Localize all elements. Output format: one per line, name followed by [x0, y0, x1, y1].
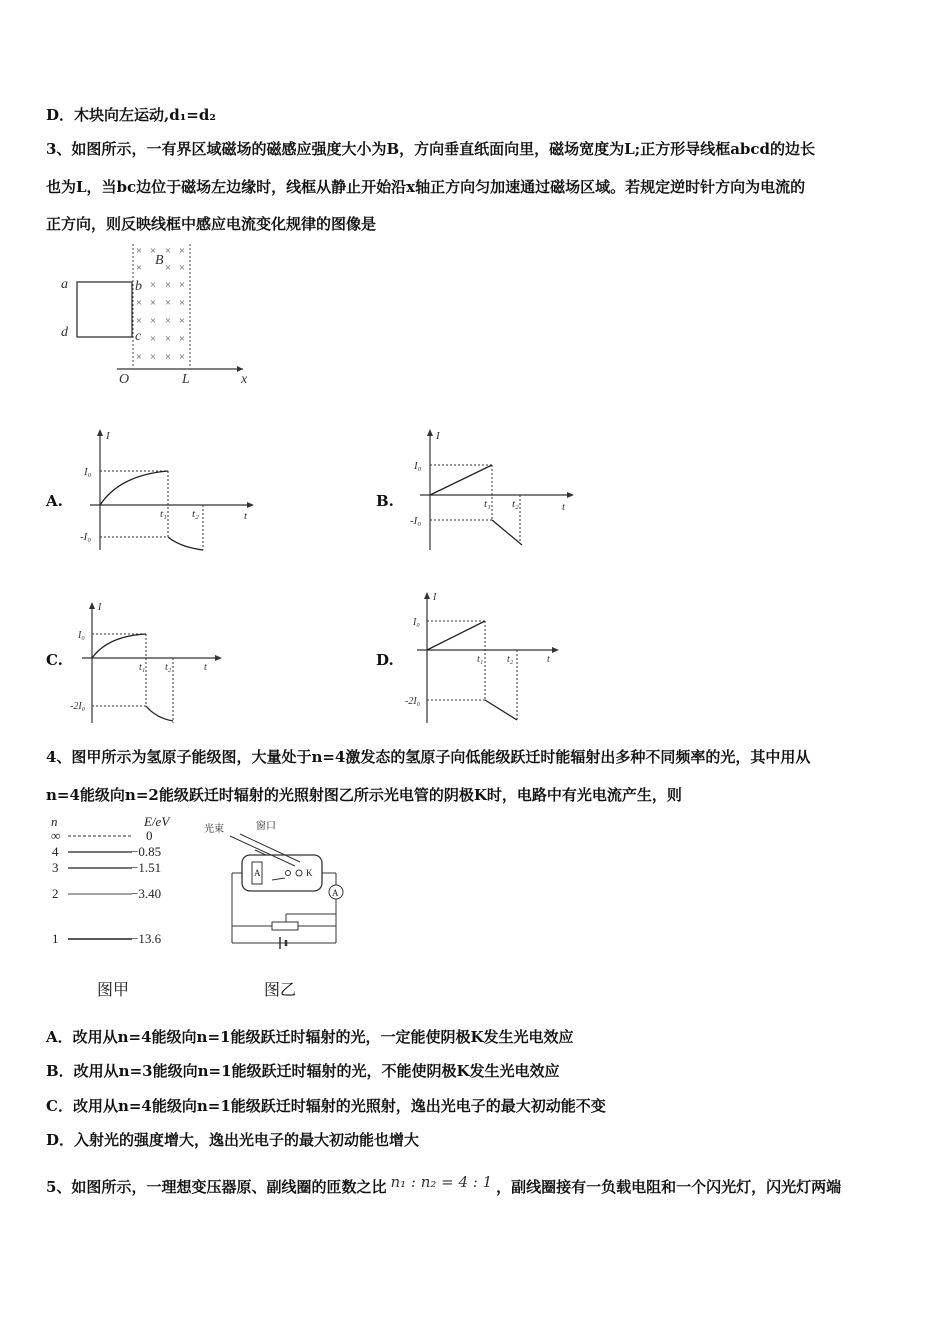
svg-text:×: × — [178, 315, 186, 327]
magnetic-field-figure — [55, 240, 255, 390]
svg-text:×: × — [149, 333, 157, 345]
graph-c — [70, 598, 230, 728]
graph-b-t2: t₂ — [512, 498, 519, 510]
level-e-header: E/eV — [144, 815, 170, 829]
figure-jia-caption: 图甲 — [97, 980, 130, 999]
q2-option-d: D．木块向左运动,d₁=d₂ — [46, 106, 216, 124]
graph-c-I: I — [98, 602, 102, 613]
svg-text:×: × — [135, 245, 143, 257]
graph-a — [80, 425, 260, 555]
level-n-2: 2 — [52, 886, 59, 901]
svg-text:×: × — [149, 279, 157, 291]
photoelectric-circuit — [200, 818, 350, 953]
graph-c-I0: I₀ — [78, 630, 85, 641]
svg-text:×: × — [149, 315, 157, 327]
level-n-header: n — [51, 815, 58, 829]
q5-text-part-1: 5、如图所示，一理想变压器原、副线圈的匝数之比 — [46, 1178, 387, 1196]
graph-d-neg2I0: -2I₀ — [405, 696, 421, 707]
graph-b-t: t — [562, 501, 566, 513]
light-beam-label: 光束 — [204, 824, 224, 835]
graph-d-t: t — [547, 654, 550, 665]
svg-text:×: × — [164, 279, 172, 291]
graph-d-t1: t₁ — [477, 654, 484, 665]
svg-text:×: × — [149, 351, 157, 363]
graph-a-t2: t₂ — [192, 508, 199, 520]
graph-d-I: I — [433, 592, 437, 603]
q4-text-line-1: 4、图甲所示为氢原子能级图，大量处于n=4激发态的氢原子向低能级跃迁时能辐射出多种不同频率的光，其中用从 — [46, 748, 811, 766]
label-x: x — [241, 372, 248, 387]
window-label: 窗口 — [256, 821, 276, 832]
graph-c-t: t — [204, 662, 207, 673]
q3-text-line-3: 正方向，则反映线框中感应电流变化规律的图像是 — [46, 215, 377, 233]
svg-text:×: × — [178, 297, 186, 309]
q3-text-line-1: 3、如图所示，一有界区域磁场的磁感应强度大小为B，方向垂直纸面向里，磁场宽度为L;正方形导线框abcd的边长 — [46, 140, 816, 158]
level-e-inf: 0 — [146, 828, 153, 843]
svg-text:×: × — [135, 351, 143, 363]
graph-c-t1: t₁ — [139, 662, 146, 673]
svg-text:×: × — [135, 262, 143, 274]
energy-level-diagram — [46, 815, 196, 950]
level-e-1: −13.6 — [131, 931, 162, 946]
label-c: c — [135, 329, 142, 344]
q4-option-c: C．改用从n=4能级向n=1能级跃迁时辐射的光照射，逸出光电子的最大初动能不变 — [46, 1097, 606, 1115]
svg-text:×: × — [178, 333, 186, 345]
cathode-label: K — [306, 868, 313, 878]
label-b: b — [135, 279, 142, 294]
svg-text:×: × — [178, 351, 186, 363]
level-e-4: −0.85 — [131, 844, 162, 859]
graph-b-negI0: -I₀ — [410, 515, 422, 527]
label-L: L — [182, 372, 190, 387]
svg-text:×: × — [135, 297, 143, 309]
graph-b-I0: I₀ — [414, 460, 422, 472]
graph-c-t2: t₂ — [165, 662, 172, 673]
level-n-3: 3 — [52, 860, 59, 875]
graph-b-I: I — [436, 430, 440, 442]
q4-option-a: A．改用从n=4能级向n=1能级跃迁时辐射的光，一定能使阴极K发生光电效应 — [46, 1028, 574, 1046]
ammeter-label: A — [332, 888, 339, 898]
graph-a-t: t — [244, 510, 248, 522]
graph-option-c-label: C. — [46, 651, 63, 669]
svg-text:×: × — [135, 315, 143, 327]
q4-text-line-2: n=4能级向n=2能级跃迁时辐射的光照射图乙所示光电管的阴极K时，电路中有光电流产生，则 — [46, 786, 682, 804]
graph-d-t2: t₂ — [507, 654, 514, 665]
svg-text:×: × — [164, 262, 172, 274]
q4-option-d: D．入射光的强度增大，逸出光电子的最大初动能也增大 — [46, 1131, 420, 1149]
figure-yi-caption: 图乙 — [264, 980, 297, 999]
level-e-3: −1.51 — [131, 860, 162, 875]
q5-text-line-1 — [46, 1173, 842, 1197]
graph-option-a-label: A. — [46, 492, 63, 510]
graph-option-d-label: D. — [376, 651, 394, 669]
level-n-1: 1 — [52, 931, 59, 946]
q5-text-part-2: ，副线圈接有一负载电阻和一个闪光灯，闪光灯两端 — [496, 1178, 842, 1196]
svg-text:×: × — [164, 245, 172, 257]
label-O: O — [119, 372, 130, 387]
svg-text:×: × — [178, 245, 186, 257]
label-d: d — [61, 325, 68, 340]
level-n-inf: ∞ — [51, 828, 61, 843]
level-n-4: 4 — [52, 844, 59, 859]
graph-option-b-label: B. — [376, 492, 394, 510]
graph-b-t1: t₁ — [484, 498, 491, 510]
graph-c-neg2I0: -2I₀ — [70, 701, 86, 712]
level-e-2: −3.40 — [131, 886, 162, 901]
q3-text-line-2: 也为L，当bc边位于磁场左边缘时，线框从静止开始沿x轴正方向匀加速通过磁场区域。若规定逆时针方向为电流的 — [46, 178, 806, 196]
label-a: a — [61, 277, 68, 292]
turns-ratio: n₁ : n₂ = 4 : 1 — [390, 1173, 493, 1191]
svg-text:×: × — [164, 297, 172, 309]
graph-a-t1: t₁ — [160, 508, 167, 520]
anode-label: A — [254, 868, 261, 878]
svg-text:×: × — [178, 279, 186, 291]
svg-text:×: × — [178, 262, 186, 274]
graph-a-negI0: -I₀ — [80, 531, 92, 543]
graph-b — [410, 425, 590, 555]
graph-a-I: I — [106, 430, 110, 442]
graph-a-I0: I₀ — [84, 466, 92, 478]
label-B: B — [155, 253, 164, 268]
graph-d — [405, 588, 565, 728]
graph-d-I0: I₀ — [413, 617, 420, 628]
q4-option-b: B．改用从n=3能级向n=1能级跃迁时辐射的光，不能使阴极K发生光电效应 — [46, 1062, 560, 1080]
svg-text:×: × — [149, 297, 157, 309]
svg-text:×: × — [164, 351, 172, 363]
svg-text:×: × — [149, 245, 157, 257]
svg-text:×: × — [164, 333, 172, 345]
svg-text:×: × — [164, 315, 172, 327]
